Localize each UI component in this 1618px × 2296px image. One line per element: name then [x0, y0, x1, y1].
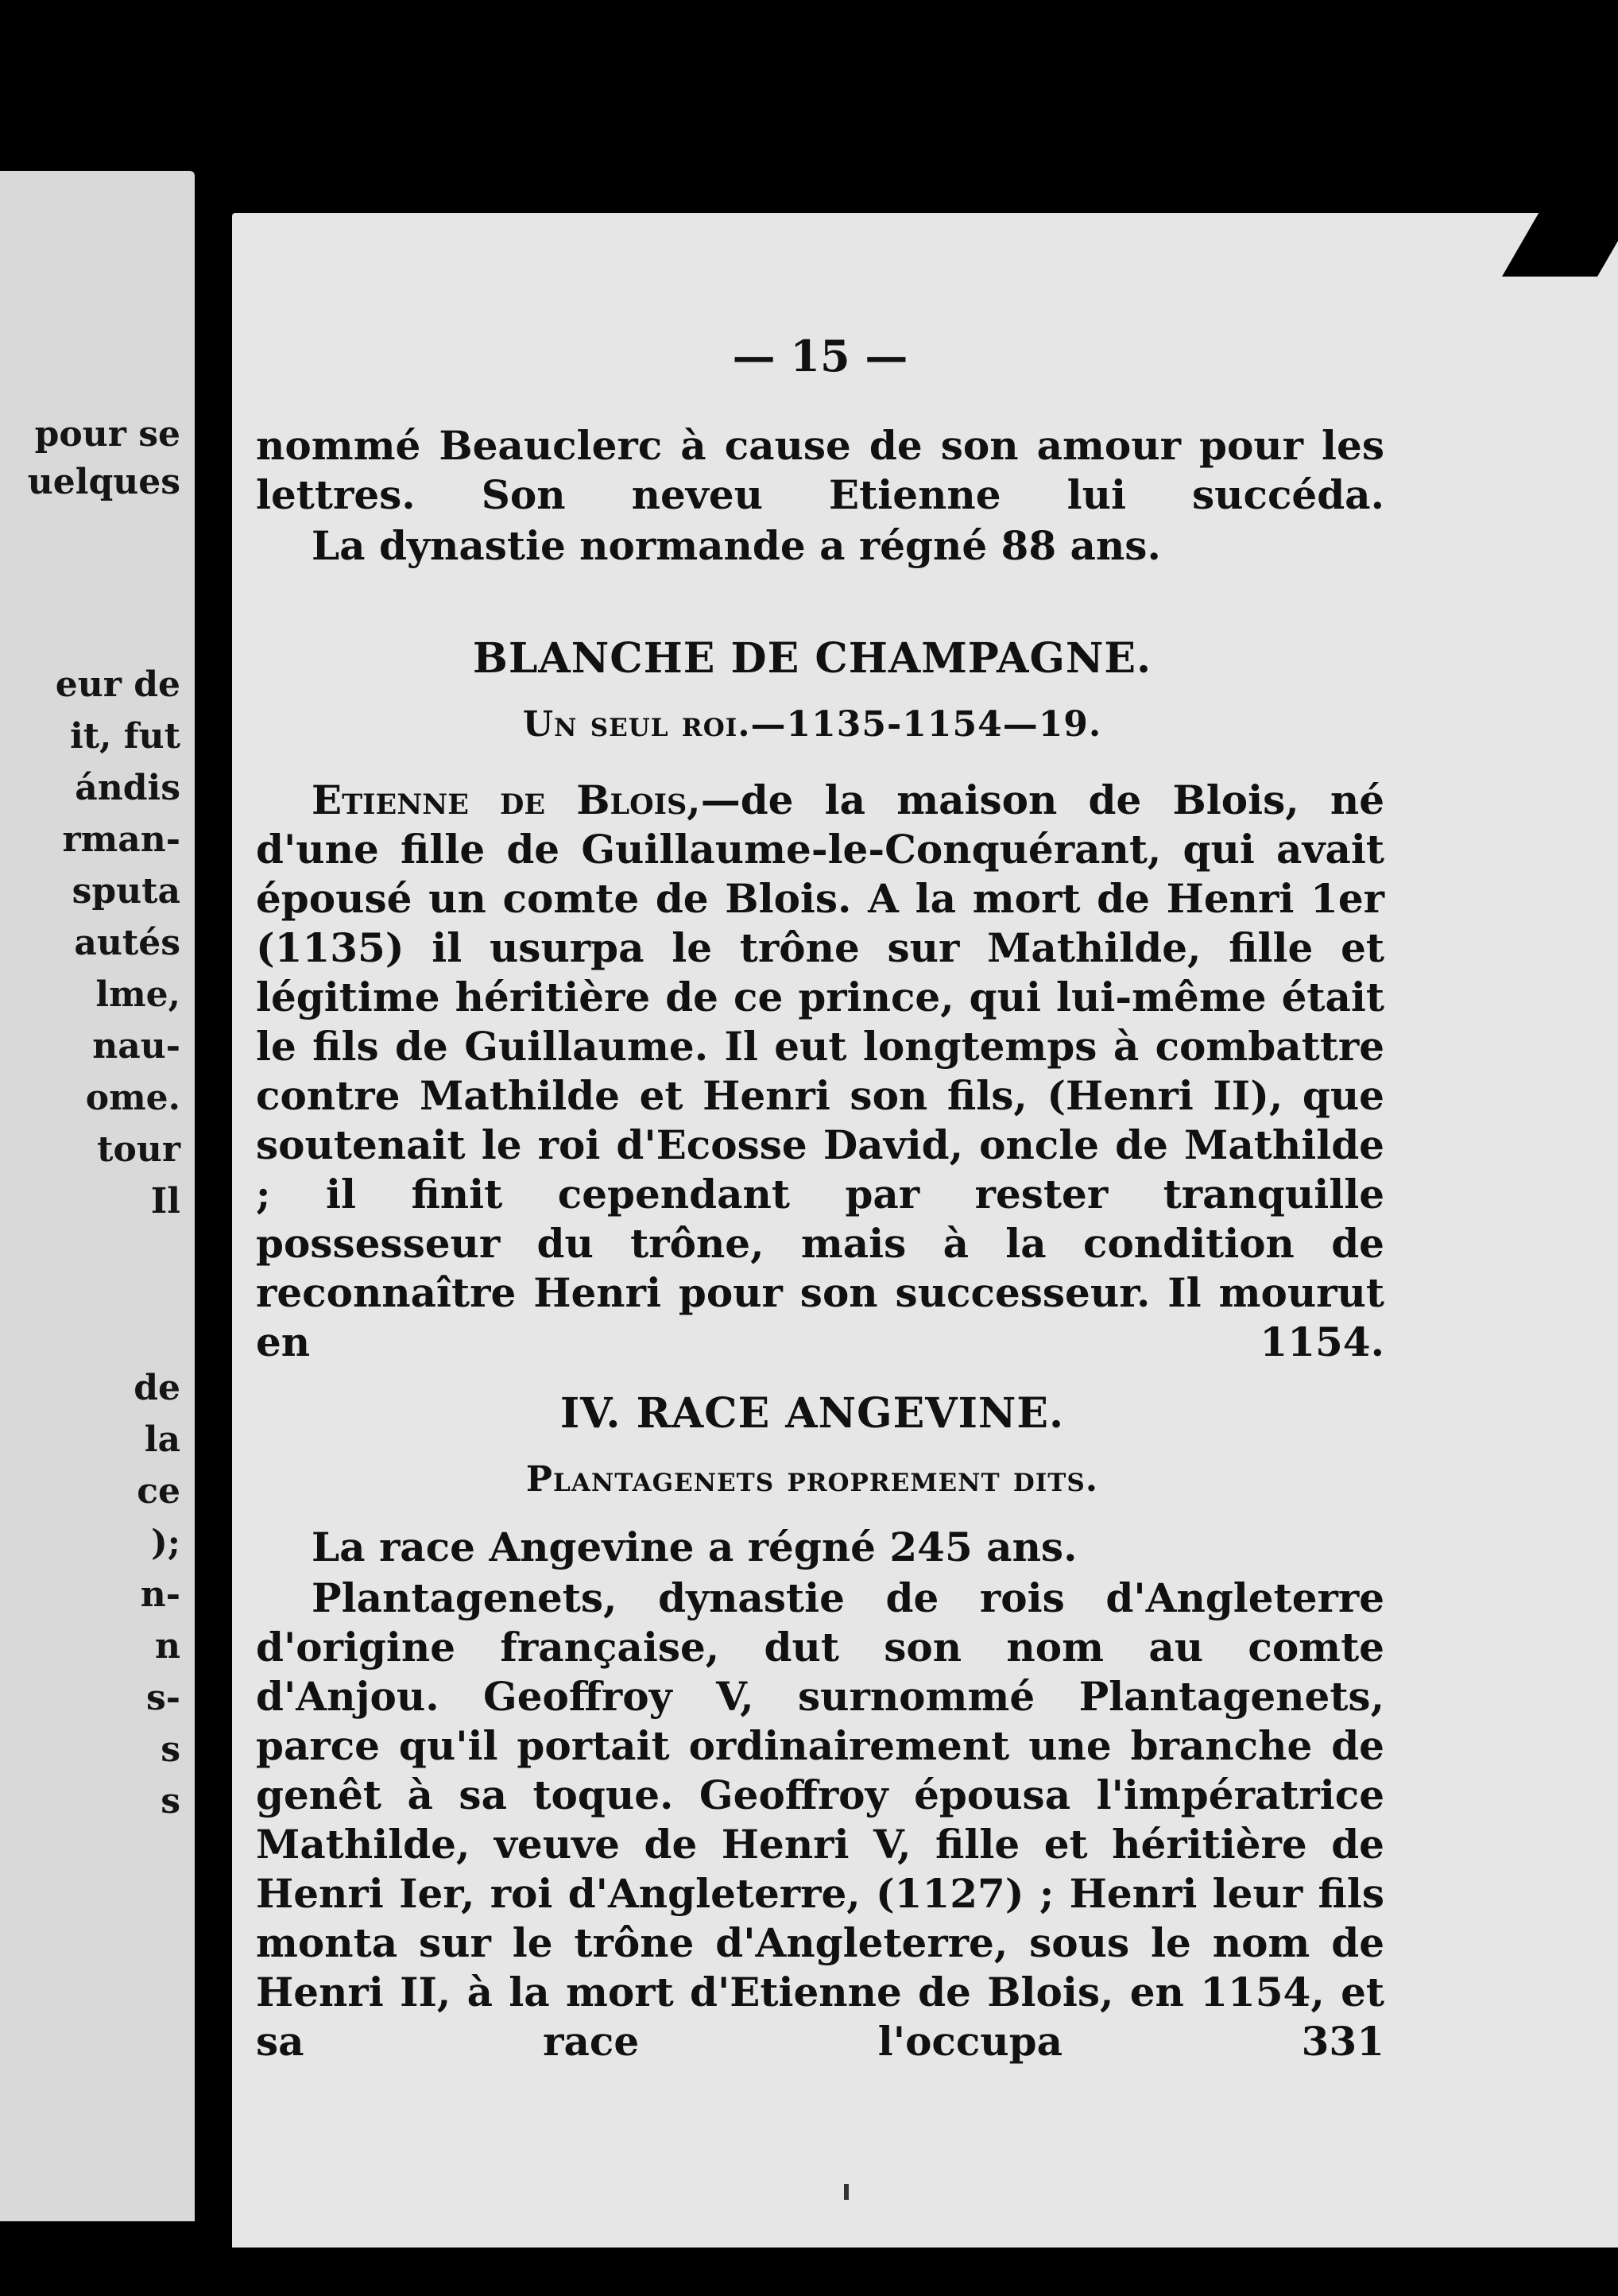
paragraph-etienne-de-blois — [256, 776, 1384, 1367]
paragraph-dynasty-normande: La dynastie normande a régné 88 ans. — [312, 522, 1161, 569]
left-fragment-line: ce — [137, 1471, 180, 1512]
left-fragment-line: de — [134, 1368, 180, 1408]
left-fragment-line: n — [155, 1626, 180, 1667]
left-fragment-line: la — [144, 1419, 180, 1460]
left-fragment-line: it, fut — [70, 716, 180, 757]
section-heading-blanche-de-champagne: BLANCHE DE CHAMPAGNE. — [472, 634, 1152, 683]
section-subheading-un-seul-roi: Un seul roi.—1135-1154—19. — [522, 704, 1102, 745]
left-fragment-line: uelques — [27, 462, 180, 502]
page-corner-fold — [1502, 213, 1618, 277]
paragraph-lead-name: Etienne de Blois, — [312, 776, 701, 823]
page-number: — 15 — — [732, 331, 908, 381]
left-fragment-line: s — [161, 1781, 180, 1822]
left-fragment-line: autés — [74, 923, 180, 963]
paragraph-body: —de la maison de Blois, né d'une fille de Guillaume-le-Conquérant, qui avait épousé un comte de Blois. A la mort de Henri 1er (1135) il usurpa le trône sur Mathilde, fille et légitime héritière de ce prince, qui lui-même était le fils de Guillaume. Il eut longtemps à combattre contre Mathilde et Henri son fils, (Henri II), que soutenait le roi d'Ecosse David, oncle de Mathilde ; il finit cependant par rester tranquille possesseur du trône, mais à la condition de reconnaître Henri pour son successeur. Il mourut en 1154. — [256, 776, 1385, 1365]
paragraph-plantagenets: Plantagenets, dynastie de rois d'Angleterre d'origine française, dut son nom au comte d'Anjou. Geoffroy V, surnommé Plantagenets, parce qu'il portait ordinairement une branche de genêt à sa toque. Geoffroy épousa l'impératrice Mathilde, veuve de Henri V, fille et héritière de Henri Ier, roi d'Angleterre, (1127) ; Henri leur fils monta sur le trône d'Angleterre, sous le nom de Henri II, à la mort d'Etienne de Blois, en 1154, et sa race l'occupa 331 — [256, 1574, 1384, 2065]
paragraph-race-angevine: La race Angevine a régné 245 ans. — [312, 1524, 1078, 1570]
left-page-fragment — [0, 171, 195, 2221]
left-fragment-line: ); — [150, 1523, 180, 1563]
right-page — [232, 213, 1618, 2248]
section-subheading-plantagenets: Plantagenets proprement dits. — [525, 1459, 1099, 1500]
left-fragment-line: ome. — [85, 1078, 180, 1118]
left-fragment-line: eur de — [55, 664, 180, 705]
page-speck — [844, 2184, 849, 2200]
left-fragment-line: lme, — [95, 974, 180, 1015]
section-heading-race-angevine: IV. RACE ANGEVINE. — [559, 1389, 1065, 1438]
book-gutter — [195, 175, 233, 2241]
left-fragment-line: n- — [140, 1574, 180, 1615]
left-fragment-line: ándis — [75, 768, 180, 808]
left-fragment-line: tour — [97, 1129, 180, 1170]
left-fragment-line: s — [161, 1729, 180, 1770]
left-fragment-line: rman- — [62, 819, 180, 860]
paragraph-continuation: nommé Beauclerc à cause de son amour pour les lettres. Son neveu Etienne lui succéda. — [256, 422, 1384, 518]
left-fragment-line: nau- — [92, 1026, 180, 1067]
left-fragment-line: s- — [145, 1678, 180, 1718]
left-fragment-line: pour se — [34, 414, 180, 455]
left-fragment-line: Il — [150, 1181, 180, 1222]
left-fragment-line: sputa — [72, 871, 180, 912]
